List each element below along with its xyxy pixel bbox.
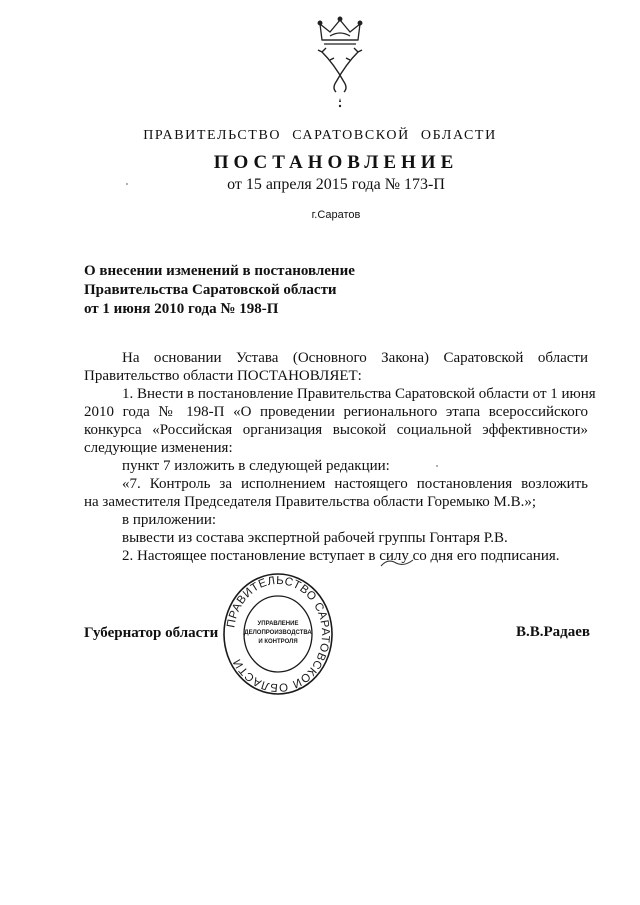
body-paragraph-line: 2010 года № 198-П «О проведении регионального этапа всероссийского	[84, 404, 588, 420]
document-type-title: ПОСТАНОВЛЕНИЕ	[213, 152, 459, 173]
scan-speck	[126, 183, 128, 185]
stamp-center-line: И КОНТРОЛЯ	[258, 639, 298, 645]
subject-line: О внесении изменений в постановление	[84, 263, 355, 279]
body-paragraph-line: пункт 7 изложить в следующей редакции:	[122, 458, 390, 474]
subject-line: Правительства Саратовской области	[84, 282, 337, 298]
official-stamp	[222, 572, 334, 696]
scan-speck	[436, 465, 438, 467]
body-paragraph-line: на заместителя Председателя Правительства области Горемыко М.В.»;	[84, 494, 537, 510]
crown-coat-of-arms-icon	[300, 12, 380, 112]
subject-line: от 1 июня 2010 года № 198-П	[84, 301, 279, 317]
body-paragraph-line: 2. Настоящее постановление вступает в силу со дня его подписания.	[122, 548, 560, 564]
body-paragraph-line: Правительство области ПОСТАНОВЛЯЕТ:	[84, 368, 362, 384]
body-paragraph-line: вывести из состава экспертной рабочей группы Гонтаря Р.В.	[122, 530, 508, 546]
document-city: г.Саратов	[311, 209, 361, 221]
body-paragraph-line: конкурса «Российская организация высокой социальной эффективности»	[84, 422, 588, 438]
signature-mark	[380, 556, 414, 570]
document-date-number: от 15 апреля 2015 года № 173-П	[227, 176, 445, 193]
body-paragraph-line: 1. Внести в постановление Правительства Саратовской области от 1 июня	[122, 386, 596, 402]
body-paragraph-line: На основании Устава (Основного Закона) Саратовской области	[122, 350, 588, 366]
body-paragraph-line: в приложении:	[122, 512, 217, 528]
document-body	[84, 349, 596, 565]
stamp-outer-ring-text: ПРАВИТЕЛЬСТВО САРАТОВСКОЙ ОБЛАСТИ	[225, 574, 332, 694]
document-subject	[84, 262, 355, 319]
signatory-position: Губернатор области	[84, 625, 219, 641]
stamp-center-line: УПРАВЛЕНИЕ	[257, 621, 299, 627]
government-title: ПРАВИТЕЛЬСТВО САРАТОВСКОЙ ОБЛАСТИ	[143, 128, 497, 143]
body-paragraph-line: следующие изменения:	[84, 440, 233, 456]
body-paragraph-line: «7. Контроль за исполнением настоящего постановления возложить	[122, 476, 588, 492]
signatory-name: В.В.Радаев	[516, 624, 591, 640]
stamp-center-line: ДЕЛОПРОИЗВОДСТВА	[244, 630, 312, 636]
